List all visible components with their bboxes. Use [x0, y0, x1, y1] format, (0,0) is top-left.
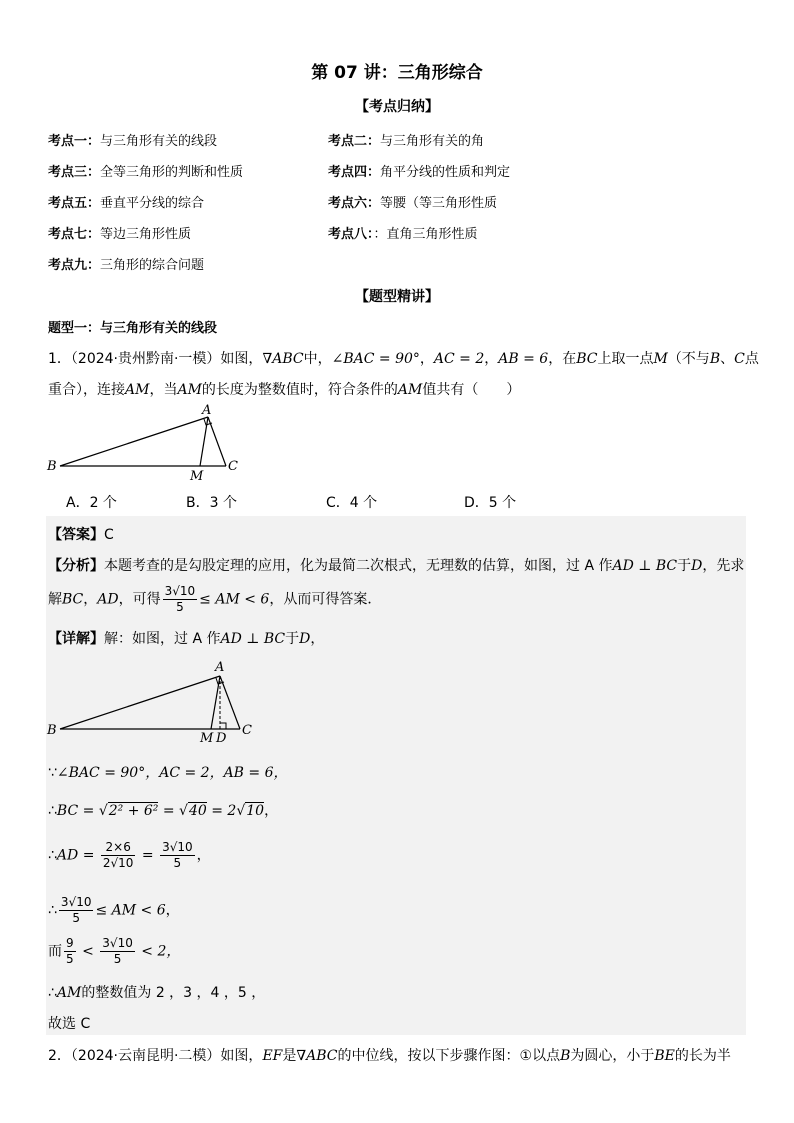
- step-1: ∵∠BAC = 90°，AC = 2，AB = 6，: [48, 765, 288, 781]
- label-a: A: [215, 660, 225, 675]
- label-d: D: [216, 731, 227, 746]
- page-title: 第 07 讲：三角形综合: [311, 63, 483, 83]
- detail-line: 【详解】解：如图，过 A 作AD ⊥ BC于D，: [48, 631, 325, 647]
- kaodian-8: 考点八：：直角三角形性质: [328, 227, 478, 242]
- step-5: 而 $\frac{9}{5}$ < $\frac{3√10}{5}$ < 2，: [48, 936, 181, 966]
- kaodian-3: 考点三：全等三角形的判断和性质: [48, 165, 244, 180]
- segment-ab: [60, 417, 208, 466]
- q1-triangle-figure: [44, 400, 254, 482]
- detail-triangle-figure: [44, 656, 264, 746]
- label-m: M: [200, 731, 214, 746]
- tixing-header: 【题型精讲】: [355, 289, 439, 305]
- step-6: ∴AM的整数值为 2 ，3 ，4 ，5 ，: [48, 985, 266, 1001]
- segment-ac: [220, 676, 240, 729]
- label-m: M: [190, 469, 204, 482]
- kaodian-6: 考点六：等腰（等三角形性质: [328, 196, 498, 211]
- kaodian-1: 考点一：与三角形有关的线段: [48, 134, 218, 149]
- step-2: ∴BC = √2² + 6² = √40 = 2√10，: [48, 803, 279, 819]
- q1-line-1: 1．（2024·贵州黔南·一模）如图，∇ABC中，∠BAC = 90°，AC = 2，AB = 6，在BC上取一点M（不与B、C点: [48, 351, 759, 367]
- segment-ab: [60, 676, 220, 729]
- answer-line: 【答案】C: [48, 527, 114, 543]
- segment-ac: [208, 417, 226, 466]
- kaodian-2: 考点二：与三角形有关的角: [328, 134, 485, 149]
- fraction: $\frac{3√10}{5}$: [164, 584, 196, 614]
- label-c: C: [228, 459, 238, 474]
- analysis-line-1: 【分析】本题考查的是勾股定理的应用，化为最简二次根式，无理数的估算，如图，过 A 作AD ⊥ BC于D，先求: [48, 558, 745, 574]
- q1-line-2: 重合），连接AM，当AM的长度为整数值时，符合条件的AM值共有（ ）: [48, 382, 521, 398]
- topic-1-heading: 题型一：与三角形有关的线段: [48, 321, 218, 336]
- kaodian-5: 考点五：垂直平分线的综合: [48, 196, 205, 211]
- kaodian-7: 考点七：等边三角形性质: [48, 227, 192, 242]
- option-a[interactable]: A．2 个: [66, 495, 117, 511]
- label-c: C: [242, 723, 252, 738]
- analysis-line-2: 解BC，AD，可得 $\frac{3√10}{5}$ ≤ AM < 6，从而可得答案．: [48, 584, 382, 614]
- label-a: A: [202, 403, 212, 418]
- kaodian-4: 考点四：角平分线的性质和判定: [328, 165, 511, 180]
- label-b: B: [47, 723, 57, 738]
- right-angle-mark-d: [220, 723, 226, 729]
- kaodian-9: 考点九：三角形的综合问题: [48, 258, 205, 273]
- kaodian-header: 【考点归纳】: [355, 99, 439, 115]
- option-c[interactable]: C．4 个: [326, 495, 378, 511]
- step-7: 故选 C: [48, 1016, 91, 1032]
- q2-line-1: 2．（2024·云南昆明·二模）如图，EF是∇ABC的中位线，按以下步骤作图：①以点B为圆心，小于BE的长为半: [48, 1048, 731, 1064]
- option-d[interactable]: D．5 个: [464, 495, 517, 511]
- label-b: B: [47, 459, 57, 474]
- option-b[interactable]: B．3 个: [186, 495, 237, 511]
- step-4: ∴ $\frac{3√10}{5}$ ≤ AM < 6，: [48, 895, 180, 925]
- step-3: ∴AD = $\frac{2\times 6}{2√10}$ = $\frac{3√10}{5}$ ，: [48, 840, 211, 870]
